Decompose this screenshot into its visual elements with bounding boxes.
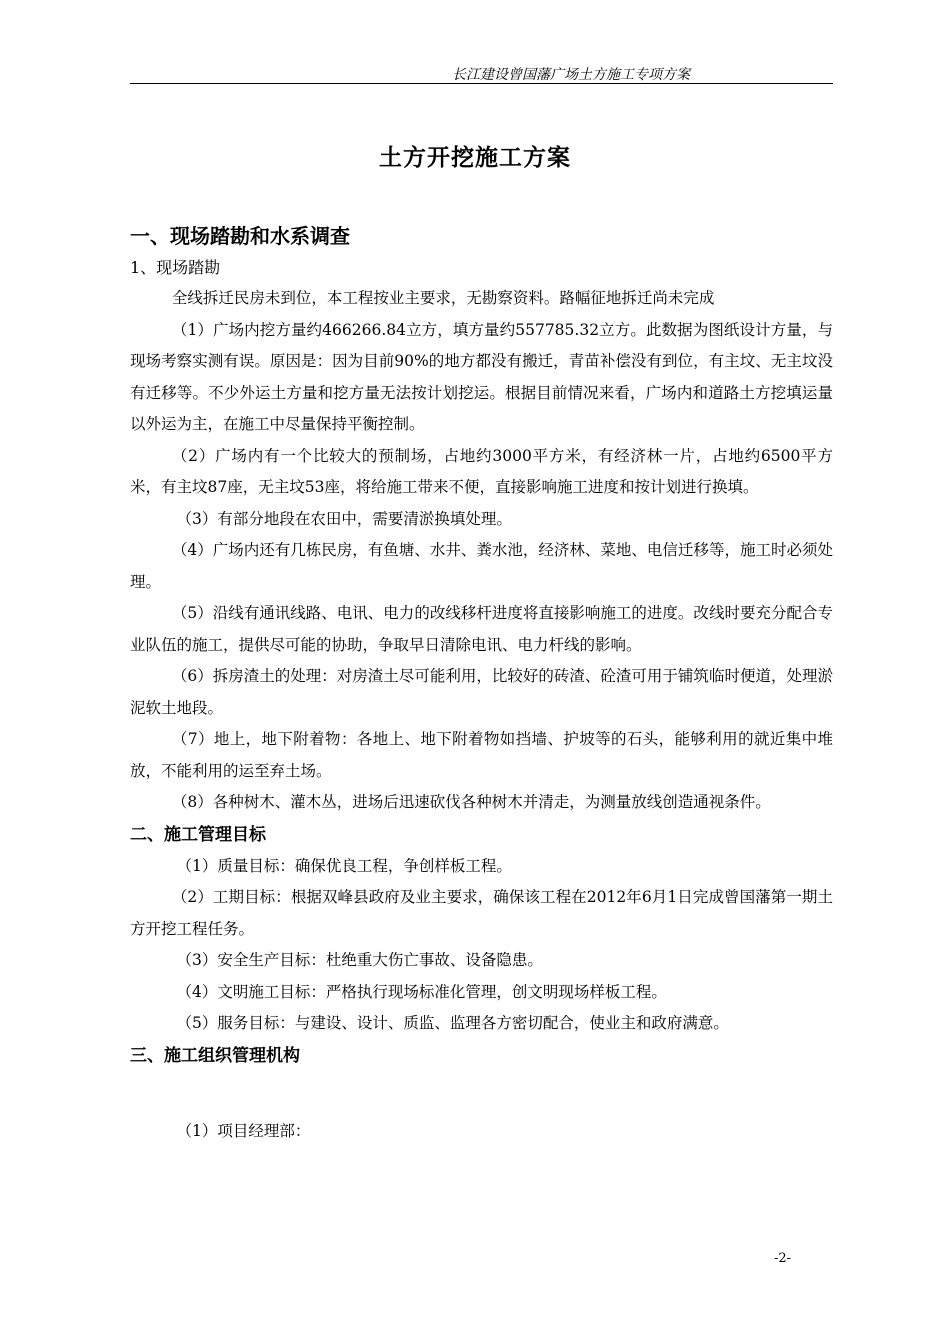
document-body bbox=[130, 221, 833, 1147]
subsection-1-1-heading: 1、现场踏勘 bbox=[130, 258, 221, 277]
spacer bbox=[130, 1072, 833, 1116]
section-2-heading: 二、施工管理目标 bbox=[130, 824, 266, 845]
paragraph: （4）广场内还有几栋民房，有鱼塘、水井、粪水池，经济林、菜地、电信迁移等，施工时必须处理。 bbox=[130, 541, 833, 591]
paragraph: （8）各种树木、灌木丛，进场后迅速砍伐各种树木并清走，为测量放线创造通视条件。 bbox=[171, 793, 771, 811]
paragraph: （3）有部分地段在农田中，需要清淤换填处理。 bbox=[176, 509, 512, 528]
paragraph: （1）项目经理部： bbox=[176, 1121, 311, 1140]
section-3-heading: 三、施工组织管理机构 bbox=[130, 1045, 300, 1066]
paragraph: （4）文明施工目标：严格执行现场标准化管理，创文明现场样板工程。 bbox=[176, 982, 667, 1001]
running-header: 长江建设曾国藩广场土方施工专项方案 bbox=[452, 67, 690, 83]
page-number: -2- bbox=[774, 1251, 792, 1266]
paragraph: （6）拆房渣土的处理：对房渣土尽可能利用，比较好的砖渣、砼渣可用于铺筑临时便道，处理淤泥软土地段。 bbox=[130, 667, 833, 717]
paragraph: （2）工期目标：根据双峰县政府及业主要求，确保该工程在2012年6月1日完成曾国藩第一期土方开挖工程任务。 bbox=[130, 888, 833, 938]
paragraph: （7）地上，地下附着物：各地上、地下附着物如挡墙、护坡等的石头，能够利用的就近集中堆放，不能利用的运至弃土场。 bbox=[130, 730, 833, 780]
paragraph: （3）安全生产目标：杜绝重大伤亡事故、设备隐患。 bbox=[176, 951, 543, 969]
paragraph: （1）广场内挖方量约466266.84立方，填方量约557785.32立方。此数据为图纸设计方量，与现场考察实测有误。原因是：因为目前90%的地方都没有搬迁，青苗补偿没有到位，有主坟、无主坟没有迁移等。不少外运土方量和挖方量无法按计划挖运。根据目前情况来看，广场内和道路土方挖填运量以外运为主，在施工中尽量保持平衡控制。 bbox=[130, 320, 833, 433]
paragraph: （1）质量目标：确保优良工程，争创样板工程。 bbox=[176, 856, 512, 875]
paragraph: （5）沿线有通讯线路、电讯、电力的改线移杆进度将直接影响施工的进度。改线时要充分配合专业队伍的施工，提供尽可能的协助，争取早日清除电讯、电力杆线的影响。 bbox=[130, 604, 833, 654]
document-title: 土方开挖施工方案 bbox=[379, 144, 571, 171]
paragraph: （2）广场内有一个比较大的预制场，占地约3000平方米，有经济林一片，占地约6500平方米，有主坟87座，无主坟53座，将给施工带来不便，直接影响施工进度和按计划进行换填。 bbox=[130, 446, 833, 496]
paragraph: （5）服务目标：与建设、设计、质监、监理各方密切配合，使业主和政府满意。 bbox=[176, 1014, 729, 1032]
header-rule bbox=[130, 83, 833, 84]
section-1-heading: 一、现场踏勘和水系调查 bbox=[130, 224, 350, 248]
paragraph: 全线拆迁民房未到位，本工程按业主要求，无勘察资料。路幅征地拆迁尚未完成 bbox=[171, 289, 715, 307]
